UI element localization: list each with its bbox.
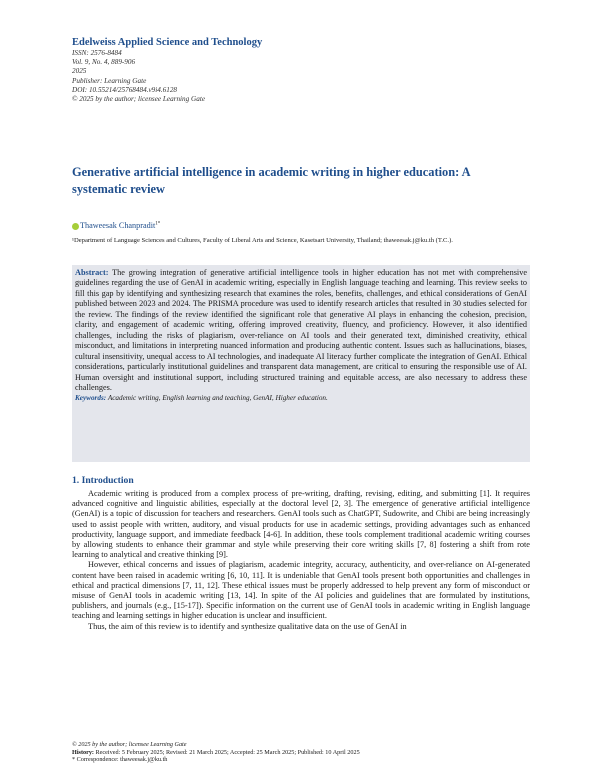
publisher: Publisher: Learning Gate bbox=[72, 76, 147, 85]
introduction-body bbox=[72, 489, 530, 632]
author-line bbox=[72, 221, 532, 230]
author-name[interactable]: Thaweesak Chanpradit bbox=[80, 221, 156, 230]
section-heading-introduction: 1. Introduction bbox=[72, 475, 134, 486]
journal-name: Edelweiss Applied Science and Technology bbox=[72, 37, 263, 48]
article-title: Generative artificial intelligence in academic writing in higher education: A systematic review bbox=[72, 165, 470, 196]
keywords-text: Academic writing, English learning and teaching, GenAI, Higher education. bbox=[107, 394, 328, 403]
abstract-text: The growing integration of generative artificial intelligence tools in higher education has not met with comprehensive guidelines regarding the use of GenAI in academic writing, especially in English language teaching and learning. This review seeks to fill this gap by identifying and synthesizing research that examines the roles, benefits, challenges, and ethical considerations of GenAI published between 2023 and 2024. The PRISMA procedure was used to identify research articles that resulted in 30 studies selected for the review. The findings of the review identified the significant role that generative AI plays in enhancing the cohesion, precision, clarity, and engagement of academic writing, offering improved creativity, fluency, and proficiency. However, it also identified challenges, including the risks of plagiarism, over-reliance on AI tools and their generated text, diminished creativity, ethical misconduct, and limitations in interpreting nuanced information and producing authentic content. Issues such as hallucinations, biases, cultural insensitivity, unequal access to AI technologies, and inadequate AI literacy further complicate the integration of GenAI. Ethical considerations, particularly institutional guidelines and transparent data management, are critical to ensuring the responsible use of AI. Human oversight and institutional support, including structured training and equitable access, are also necessary to address these challenges. bbox=[75, 268, 527, 392]
paragraph: Thus, the aim of this review is to identify and synthesize qualitative data on the use of GenAI in bbox=[88, 621, 407, 631]
footer-copyright: © 2025 by the author; licensee Learning Gate bbox=[72, 741, 187, 748]
issn: ISSN: 2576-8484 bbox=[72, 49, 122, 57]
copyright-line: © 2025 by the author; licensee Learning Gate bbox=[72, 95, 206, 104]
keywords-label: Keywords: bbox=[75, 394, 107, 403]
year: 2025 bbox=[72, 67, 87, 76]
footer-history bbox=[72, 749, 532, 757]
paragraph: However, ethical concerns and issues of plagiarism, academic integrity, accuracy, authenticity, and over-reliance on AI-generated content have been raised in academic writing [6, 10, 11]. It is undeniable that GenAI tools present both opportunities and challenges in ethical and practical dimensions [7, 11, 12]. These ethical issues must be properly addressed to help prevent any form of misconduct or misuse of GenAI tools in academic writing [13, 14]. In spite of the AI policies and guidelines that are formulated by institutions, publishers, and journals (e.g., [15-17]). Specific information on the current use of GenAI tools in academic writing in English language teaching and learning settings in higher education is unclear and insufficient. bbox=[72, 560, 530, 621]
paragraph: Academic writing is produced from a complex process of pre-writing, drafting, revising, editing, and submitting [1]. It requires advanced cognitive and linguistic abilities, especially at the doctoral level [2, 3]. The emergence of generative artificial intelligence (GenAI) is a topic of discussion for teachers and researchers. GenAI tools such as ChatGPT, Sudowrite, and Chibi are being increasingly used to assist people with written, auditory, and visual products for use in academic settings, providing advantages such as enhanced productivity, language support, and immediate feedback [4-6]. In addition, these tools complement traditional academic writing courses by allowing students to enhance their grammar and style while preserving their core writing skills [7, 8] fostering a shift from rote learning to analytical and creative thinking [9]. bbox=[72, 489, 530, 560]
author-affiliation: ¹Department of Language Sciences and Cultures, Faculty of Liberal Arts and Science, Kasetsart University, Thailand; thaweesak.j@ku.th (T.C.). bbox=[72, 237, 453, 244]
abstract-label: Abstract: bbox=[75, 268, 109, 277]
abstract bbox=[75, 268, 527, 393]
volume-info: Vol. 9, No. 4, 889-906 bbox=[72, 58, 136, 67]
journal-header bbox=[72, 36, 532, 104]
footer-correspondence: * Correspondence: thaweesak.j@ku.th bbox=[72, 756, 168, 764]
doi: DOI: 10.55214/25768484.v9i4.6128 bbox=[72, 85, 178, 94]
history-label: History: bbox=[72, 748, 94, 756]
orcid-icon[interactable] bbox=[72, 223, 79, 230]
abstract-box bbox=[72, 265, 530, 462]
keywords bbox=[75, 393, 527, 403]
page-footer bbox=[72, 741, 532, 764]
author-superscript: 1* bbox=[155, 221, 161, 227]
history-text: Received: 5 February 2025; Revised: 21 March 2025; Accepted: 25 March 2025; Published: 10 April 2025 bbox=[95, 748, 360, 756]
